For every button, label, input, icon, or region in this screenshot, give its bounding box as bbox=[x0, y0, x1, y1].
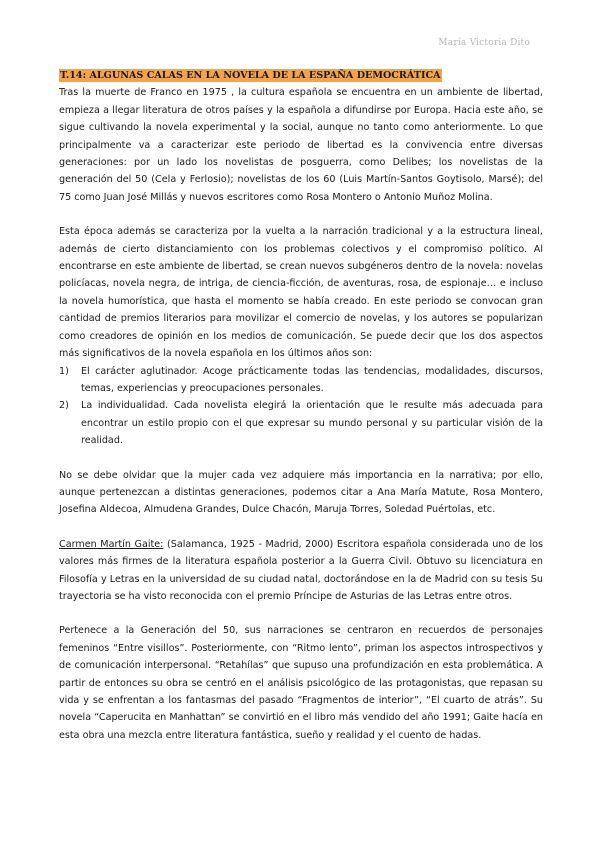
paragraph-mujer: No se debe olvidar que la mujer cada vez adquiere más importancia en la narrativa; por ello, aunque pertenezcan a distintas generaciones, podemos citar a Ana María Matute, Rosa Montero, Josefina Aldecoa, Almudena Grandes, Dulce Chacón, Maruja Torres, Soledad Puértolas, etc. bbox=[59, 469, 543, 516]
document-body bbox=[59, 67, 543, 744]
gaite-bio-text: (Salamanca, 1925 - Madrid, 2000) Escritora española considerada uno de los valores más firmes de la literatura española posterior a la Guerra Civil. Obtuvo su licenciatura en Filosofía y Letras en la universidad de su ciudad natal, doctorándose en la de Madrid con su tesis Su trayectoria se ha visto reconocida con el premio Príncipe de Asturias de las Letras entre otros. bbox=[59, 538, 543, 602]
list-item bbox=[59, 363, 543, 398]
list-item-text: La individualidad. Cada novelista elegirá la orientación que le resulte más adecuada para encontrar un estilo propio con el que expresar su mundo personal y su particular visión de la realidad. bbox=[81, 400, 543, 447]
section-title: T.14: ALGUNAS CALAS EN LA NOVELA DE LA ESPAÑA DEMOCRÁTICA bbox=[60, 70, 441, 81]
paragraph-intro: Tras la muerte de Franco en 1975 , la cultura española se encuentra en un ambiente de libertad, empieza a llegar literatura de otros países y la española a difundirse por Europa. Hacia este año, se sigue cultivando la novela experimental y la social, aunque no tanto como anteriormente. Lo que principalmente va a caracterizar este periodo de libertad es la convivencia entre diversas generaciones: por un lado los novelistas de posguerra, como Delibes; los novelistas de la generación del 50 (Cela y Ferlosio); novelistas de los 60 (Luis Martín-Santos Goytisolo, Marsé); del 75 como Juan José Millás y nuevos escritores como Rosa Montero o Antonio Muñoz Molina. bbox=[59, 87, 543, 203]
list-item-text: El carácter aglutinador. Acoge prácticamente todas las tendencias, modalidades, discursos, temas, experiencias y preocupaciones personales. bbox=[81, 365, 543, 394]
aspects-list bbox=[59, 363, 543, 450]
list-item-number: 2) bbox=[59, 400, 69, 412]
header-author: María Victoria Dito bbox=[438, 38, 530, 48]
list-item bbox=[59, 397, 543, 449]
paragraph-epoca: Esta época además se caracteriza por la vuelta a la narración tradicional y a la estructura lineal, además de cierto distanciamiento con los problemas colectivos y el compromiso político. Al encontrarse en este ambiente de libertad, se crean nuevos subgéneros dentro de la novela: novelas policíacas, novela negra, de intriga, de ciencia-ficción, de aventuras, rosa, de espionaje… e incluso la novela humorística, que hasta el momento se había creado. En este periodo se convocan gran cantidad de premios literarios para movilizar el comercio de novelas, y los autores se popularizan como creadores de opinión en los medios de comunicación. Se puede decir que los dos aspectos más significativos de la novela española en los últimos años son: bbox=[59, 226, 543, 360]
list-item-number: 1) bbox=[59, 365, 69, 377]
paragraph-gaite-bio bbox=[59, 536, 543, 606]
paragraph-gaite-obra: Pertenece a la Generación del 50, sus narraciones se centraron en recuerdos de personajes femeninos “Entre visillos”. Posteriormente, con “Ritmo lento”, priman los aspectos introspectivos y de comunicación interpersonal. “Retahílas” que supuso una profundización en esta problemática. A partir de entonces su obra se centró en el análisis psicológico de las protagonistas, que repasan su vida y se enfrentan a los fantasmas del pasado “Fragmentos de interior”, “El cuarto de atrás”. Su novela “Caperucita en Manhattan” se convirtió en el libro más vendido del año 1991; Gaite hacía en esta obra una mezcla entre literatura fantástica, sueño y realidad y el cuento de hadas. bbox=[59, 625, 543, 741]
author-name-gaite: Carmen Martín Gaite: bbox=[59, 538, 164, 550]
